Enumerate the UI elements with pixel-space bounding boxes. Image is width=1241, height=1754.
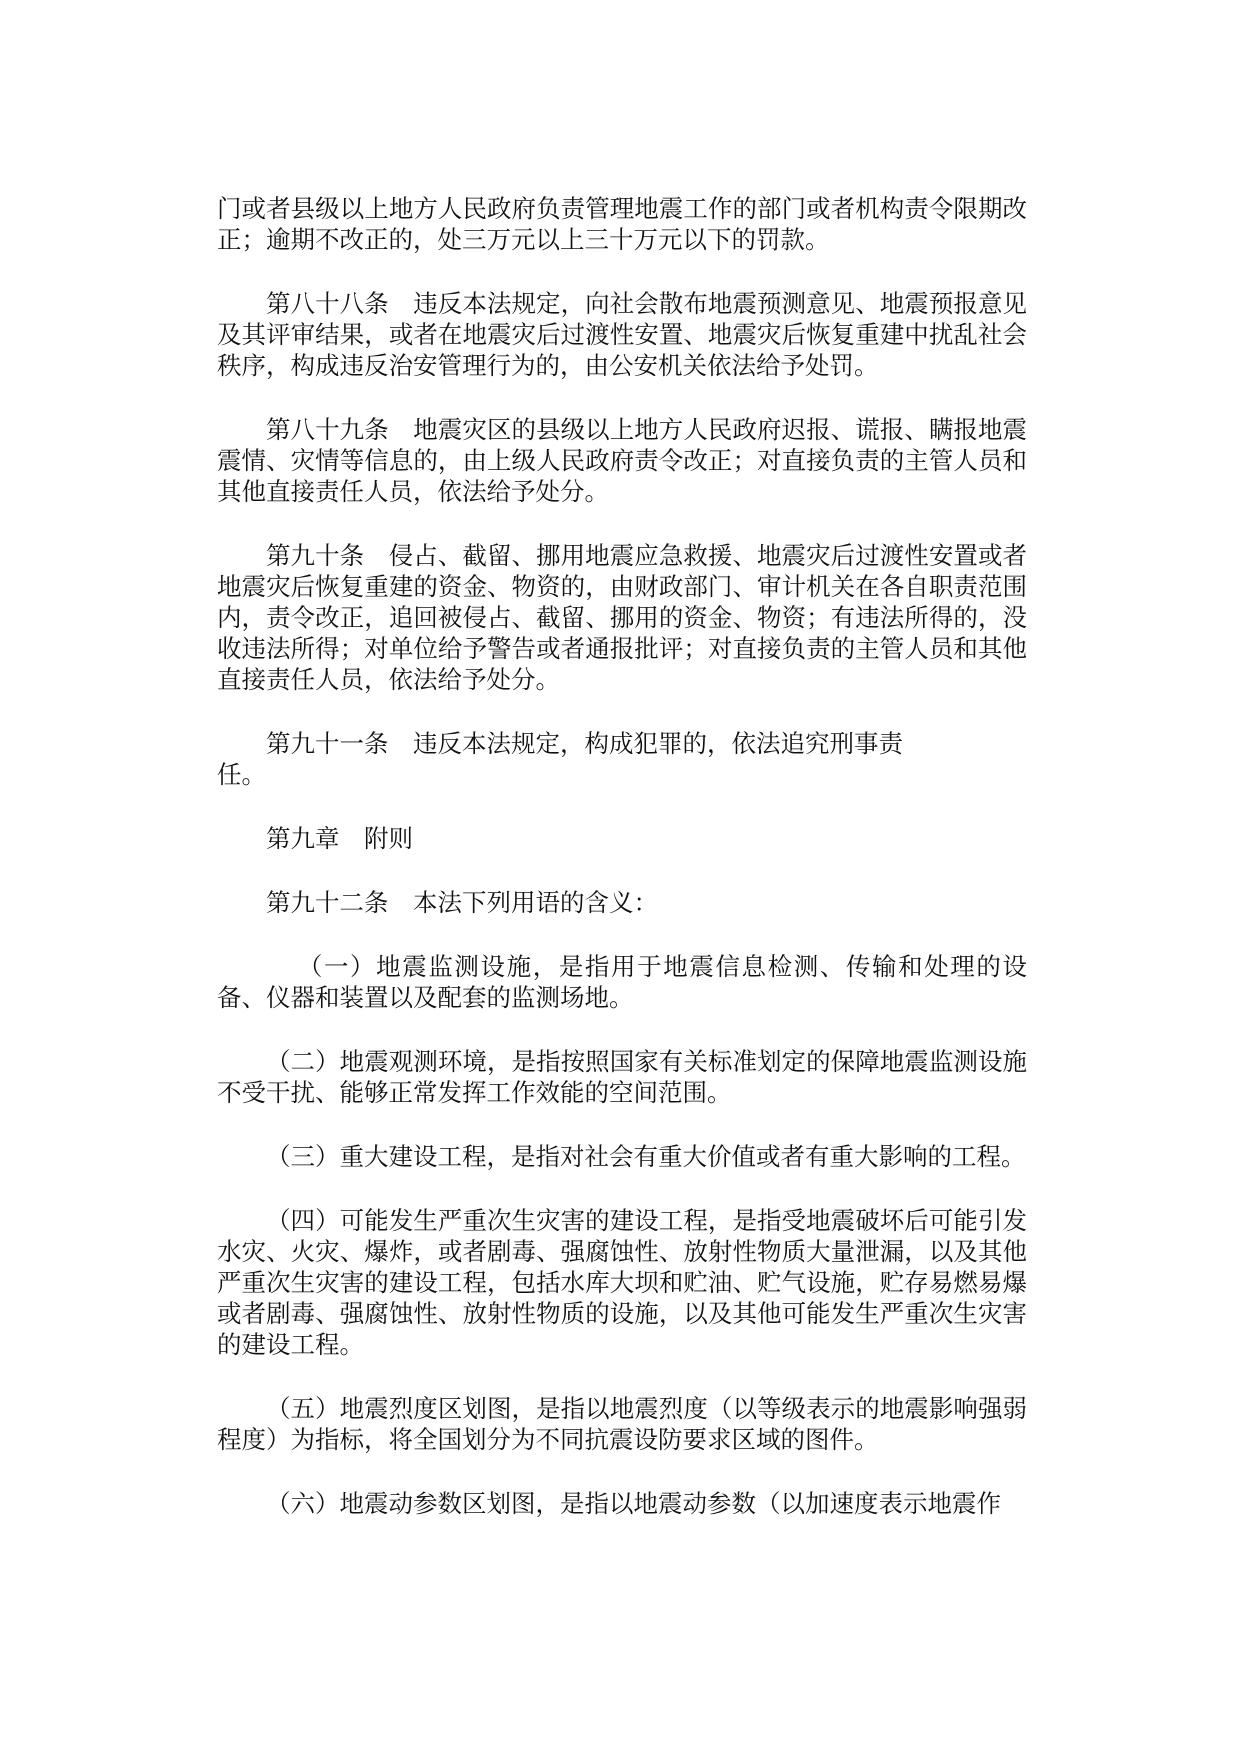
article-text: 违反本法规定，向社会散布地震预测意见、地震预报意见及其评审结果，或者在地震灾后过渡性安置、地震灾后恢复重建中扰乱社会秩序，构成违反治安管理行为的，由公安机关依法给予处罚。 [217, 289, 1027, 380]
definition-text: （一）地震监测设施，是指用于地震信息检测、传输和处理的设备、仪器和装置以及配套的监测场地。 [217, 952, 1027, 1012]
article-text: 地震灾区的县级以上地方人民政府迟报、谎报、瞒报地震震情、灾情等信息的，由上级人民政府责令改正；对直接负责的主管人员和其他直接责任人员，依法给予处分。 [217, 415, 1027, 506]
definition-text: （二）地震观测环境，是指按照国家有关标准划定的保障地震监测设施不受干扰、能够正常发挥工作效能的空间范围。 [217, 1047, 1027, 1107]
document-page [217, 193, 1027, 1552]
article-heading: 第九十二条 [266, 888, 389, 917]
article-heading: 第八十八条 [266, 289, 389, 318]
chapter-number: 第九章 [266, 824, 340, 853]
paragraph-text: 门或者县级以上地方人民政府负责管理地震工作的部门或者机构责令限期改正；逾期不改正的，处三万元以上三十万元以下的罚款。 [217, 194, 1027, 254]
definition-2 [217, 1046, 1027, 1108]
article-89 [217, 414, 1027, 507]
definition-text: （四）可能发生严重次生灾害的建设工程，是指受地震破坏后可能引发水灾、火灾、爆炸，或者剧毒、强腐蚀性、放射性物质大量泄漏，以及其他严重次生灾害的建设工程，包括水库大坝和贮油、贮气设施，贮存易燃易爆或者剧毒、强腐蚀性、放射性物质的设施，以及其他可能发生严重次生灾害的建设工程。 [217, 1206, 1027, 1359]
definition-text: （三）重大建设工程，是指对社会有重大价值或者有重大影响的工程。 [266, 1142, 1026, 1171]
definition-text: （六）地震动参数区划图，是指以地震动参数（以加速度表示地震作 [266, 1489, 1001, 1518]
article-91 [217, 728, 1027, 790]
article-92 [217, 887, 1027, 918]
definition-3 [217, 1141, 1027, 1172]
chapter-title: 附则 [364, 824, 413, 853]
article-heading: 第九十一条 [266, 729, 389, 758]
article-text-tail: 任。 [217, 760, 266, 789]
paragraph-continuation [217, 193, 1027, 255]
article-heading: 第九十条 [266, 541, 365, 570]
article-90 [217, 540, 1027, 695]
chapter-9-heading [217, 823, 1027, 854]
definition-4 [217, 1205, 1027, 1360]
article-heading: 第八十九条 [266, 415, 389, 444]
article-text: 本法下列用语的含义： [413, 888, 658, 917]
definition-text: （五）地震烈度区划图，是指以地震烈度（以等级表示的地震影响强弱程度）为指标，将全国划分为不同抗震设防要求区域的图件。 [217, 1394, 1027, 1454]
article-88 [217, 288, 1027, 381]
definition-5 [217, 1393, 1027, 1455]
article-text: 违反本法规定，构成犯罪的，依法追究刑事责 [413, 729, 903, 758]
definition-6 [217, 1488, 1027, 1519]
definition-1 [217, 951, 1027, 1013]
article-text: 侵占、截留、挪用地震应急救援、地震灾后过渡性安置或者地震灾后恢复重建的资金、物资的，由财政部门、审计机关在各自职责范围内，责令改正，追回被侵占、截留、挪用的资金、物资；有违法所得的，没收违法所得；对单位给予警告或者通报批评；对直接负责的主管人员和其他直接责任人员，依法给予处分。 [217, 541, 1028, 694]
